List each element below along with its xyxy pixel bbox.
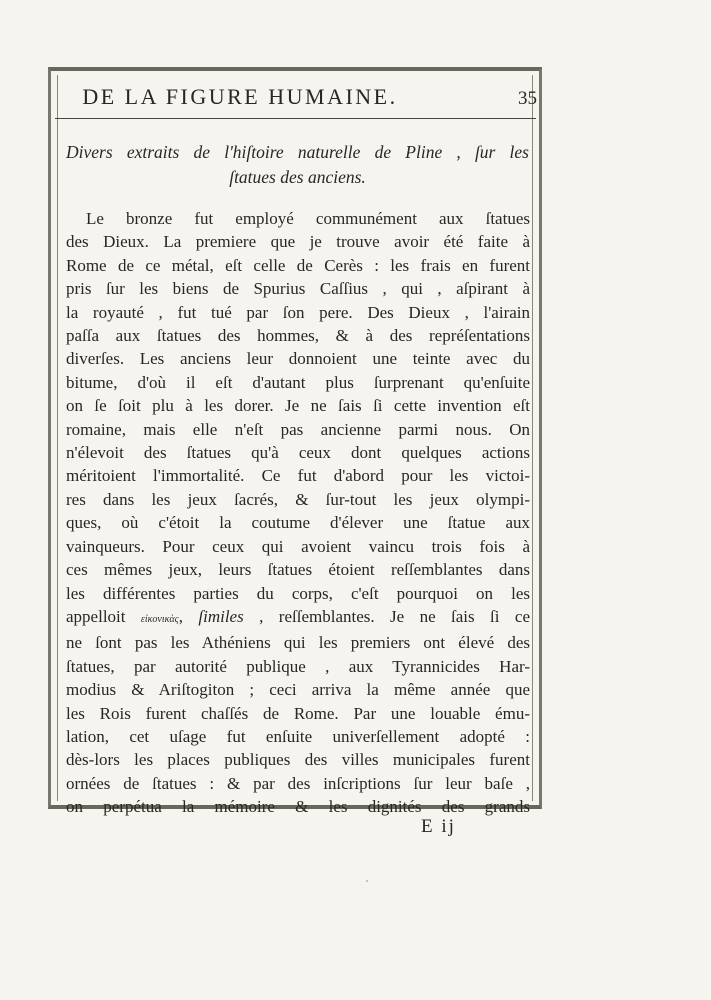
body-text: [66, 207, 530, 819]
body-line: ne ſont pas les Athéniens qui les premiers ont élevé des: [66, 633, 530, 653]
body-line: les différentes parties du corps, c'eſt pourquoi on les: [66, 583, 530, 603]
running-head: DE LA FIGURE HUMAINE.: [82, 84, 398, 109]
body-line-with-greek: [66, 605, 530, 631]
body-line: modius & Ariſtogiton ; ceci arriva la même année que: [66, 680, 530, 700]
body-line: ornées de ſtatues : & par des inſcriptions ſur leur baſe ,: [66, 773, 530, 793]
signature-mark: E ij: [421, 816, 456, 837]
paper-speck: [366, 880, 368, 882]
body-line: ſtatues, par autorité publique , aux Tyrannicides Har-: [66, 656, 530, 676]
body-line: dès-lors les places publiques des villes municipales furent: [66, 750, 530, 770]
body-line: vainqueurs. Pour ceux qui avoient vaincu trois fois à: [66, 536, 530, 556]
body-line: ques, où c'étoit la coutume d'élever une ſtatue aux: [66, 513, 530, 533]
section-title-line-1: Divers extraits de l'hiſtoire naturelle de Pline , ſur les: [66, 142, 529, 162]
body-text-fragment: appelloit: [66, 606, 141, 626]
section-title-line-2: ſtatues des anciens.: [229, 167, 366, 187]
section-title: [66, 140, 529, 190]
body-line: méritoient l'immortalité. Ce fut d'abord pour les victoi-: [66, 466, 530, 486]
body-line: diverſes. Les anciens leur donnoient une teinte avec du: [66, 349, 530, 369]
header-rule: [55, 118, 536, 119]
body-line: on perpétua la mémoire & les dignités des grands: [66, 797, 530, 817]
body-line: ces mêmes jeux, leurs ſtatues étoient reſſemblantes dans: [66, 560, 530, 580]
page-number: 35: [518, 88, 537, 109]
body-line: on ſe ſoit plu à les dorer. Je ne ſais ſi cette invention eſt: [66, 396, 530, 416]
body-line: lation, cet uſage fut enſuite univerſellement adopté :: [66, 726, 530, 746]
body-text-fragment: ,: [178, 606, 199, 626]
body-line: bitume, d'où il eſt d'autant plus ſurprenant qu'enſuite: [66, 372, 530, 392]
body-line: Rome de ce métal, eſt celle de Cerès : les frais en furent: [66, 255, 530, 275]
body-line: res dans les jeux ſacrés, & ſur-tout les jeux olympi-: [66, 489, 530, 509]
body-line: les Rois furent chaſſés de Rome. Par une louable ému-: [66, 703, 530, 723]
greek-word: εἰκονικὰς: [140, 613, 179, 625]
body-line: Le bronze fut employé communément aux ſtatues: [86, 209, 530, 228]
body-line: la royauté , fut tué par ſon pere. Des Dieux , l'airain: [66, 302, 530, 322]
body-text-fragment: , reſſemblantes. Je ne ſais ſi ce: [243, 606, 530, 626]
body-line: des Dieux. La premiere que je trouve avoir été faite à: [66, 232, 530, 252]
body-line: romaine, mais elle n'eſt pas ancienne parmi nous. On: [66, 419, 530, 439]
body-line: n'élevoit des ſtatues qu'à ceux dont quelques actions: [66, 443, 530, 463]
body-line: pris ſur les biens de Spurius Caſſius , qui , aſpirant à: [66, 279, 530, 299]
latin-word: ſimiles: [198, 606, 244, 626]
body-line: paſſa aux ſtatues des hommes, & à des repréſentations: [66, 326, 530, 346]
